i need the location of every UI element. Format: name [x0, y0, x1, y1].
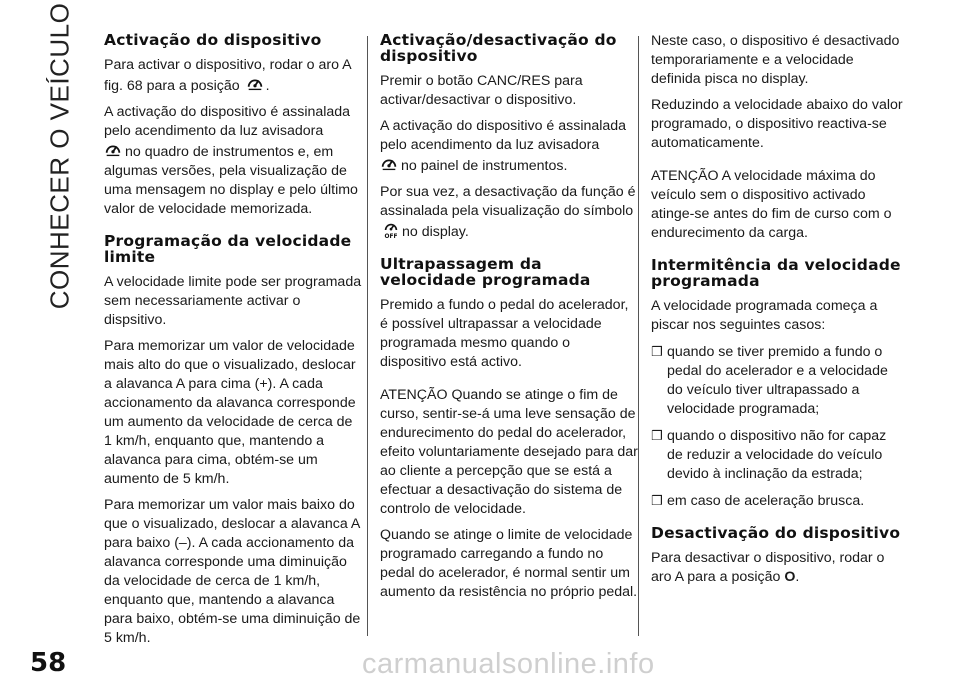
- section-side-title: [30, 2, 90, 310]
- column-1: [104, 32, 362, 655]
- paragraph-toggle-2: A activação do dispositivo é assinalada pelo acendimento da luz avisadora no painel de instrumentos.: [380, 118, 627, 174]
- paragraph-deactivate: Para desactivar o dispositivo, rodar o aro A para a posição O.: [651, 550, 885, 585]
- heading-blink: Intermitência da velocidade programada: [651, 256, 901, 290]
- paragraph-case: Neste caso, o dispositivo é desactivado temporariamente e a velocidade definida pisca no display.: [651, 33, 900, 87]
- speedometer-icon: [246, 75, 264, 93]
- section-side-title-text: CONHECER O VEÍCULO: [44, 2, 75, 310]
- paragraph-warning: ATENÇÃO A velocidade máxima do veículo sem o dispositivo activado atinge-se antes do fim de curso com o endurecimento da carga.: [651, 168, 892, 241]
- paragraph-signal: A activação do dispositivo é assinalada pelo acendimento da luz avisadora no quadro de instrumentos e, em algumas versões, pela visualização de uma mensagem no display e pelo último valor de velocidade memorizada.: [104, 104, 358, 217]
- paragraph-overtake-2: Quando se atinge o limite de velocidade programado carregando a fundo no pedal do acelerador, é normal sentir um aumento da resistência no próprio pedal.: [380, 527, 638, 600]
- column-3: [651, 32, 903, 594]
- paragraph-toggle-1: Premir o botão CANC/RES para activar/desactivar o dispositivo.: [380, 73, 583, 108]
- column-divider: [367, 36, 368, 636]
- speedometer-off-icon: [382, 221, 400, 239]
- paragraph-blink: A velocidade programada começa a piscar nos seguintes casos:: [651, 298, 878, 333]
- paragraph-reduce: Reduzindo a velocidade abaixo do valor programado, o dispositivo reactiva-se automaticamente.: [651, 97, 903, 151]
- list-item: ❒ em caso de aceleração brusca.: [651, 493, 865, 509]
- speedometer-icon: [104, 141, 122, 159]
- column-2: [380, 32, 638, 609]
- heading-toggle: Activação/desactivação do dispositivo: [380, 31, 617, 65]
- page-number: 58: [30, 648, 67, 678]
- paragraph-overtake-1: Premido a fundo o pedal do acelerador, é possível ultrapassar a velocidade programada mesmo quando o dispositivo está activo.: [380, 297, 629, 370]
- heading-deactivate: Desactivação do dispositivo: [651, 524, 901, 542]
- paragraph-warning: ATENÇÃO Quando se atinge o fim de curso, sentir-se-á uma leve sensação de endurecimento do pedal do acelerador, efeito voluntariamente desejado para dar ao cliente a percepção que se está a efectuar a desactivação do sistema de controlo de velocidade.: [380, 387, 638, 517]
- heading-overtake: Ultrapassagem da velocidade programada: [380, 255, 591, 289]
- list-item: ❒ quando se tiver premido a fundo o pedal do acelerador e a velocidade do veículo tiver ultrapassado a velocidade programada;: [651, 344, 888, 417]
- paragraph-activation: Para activar o dispositivo, rodar o aro A fig. 68 para a posição .: [104, 57, 351, 94]
- list-item: ❒ quando o dispositivo não for capaz de reduzir a velocidade do veículo devido à inclinação da estrada;: [651, 428, 887, 482]
- paragraph-programming-3: Para memorizar um valor mais baixo do que o visualizado, deslocar a alavanca A para baixo (–). A cada accionamento da alavanca corresponde uma diminuição da velocidade de cerca de 1 km/h, enquanto que, mantendo a alavanca para baixo, obtém-se uma diminuição de 5 km/h.: [104, 497, 361, 646]
- watermark: carmanualsonline.info: [362, 648, 655, 680]
- off-label: OFF: [384, 234, 398, 239]
- heading-activation: Activação do dispositivo: [104, 31, 322, 49]
- speedometer-icon: [380, 155, 398, 173]
- paragraph-programming-2: Para memorizar um valor de velocidade mais alto do que o visualizado, deslocar a alavanca A para cima (+). A cada accionamento da alavanca corresponde um aumento da velocidade de cerca de 1 km/h, enquanto que, mantendo a alavanca para cima, obtém-se um aumento de 5 km/h.: [104, 338, 356, 487]
- paragraph-programming-1: A velocidade limite pode ser programada sem necessariamente activar o dispsitivo.: [104, 274, 362, 328]
- column-divider: [638, 36, 639, 636]
- paragraph-toggle-3: Por sua vez, a desactivação da função é assinalada pela visualização do símbolo OFF no display.: [380, 184, 636, 240]
- heading-programming: Programação da velocidade limite: [104, 232, 352, 266]
